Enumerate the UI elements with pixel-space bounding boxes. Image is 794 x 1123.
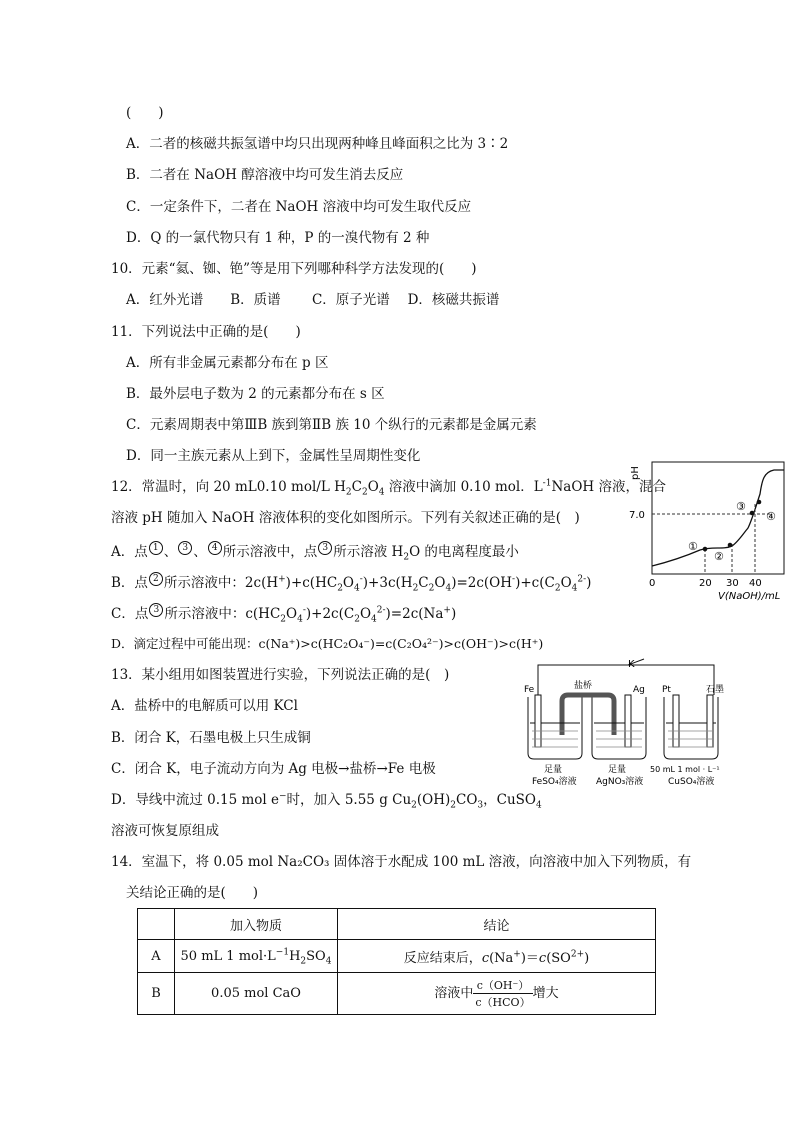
- label-point-3: ③: [736, 500, 746, 513]
- q10-options: A．红外光谱 B．质谱 C．原子光谱 D．核磁共振谱: [126, 292, 500, 308]
- label-b2-amount: 足量: [608, 765, 627, 775]
- q13-option-d: D．导线中流过 0.15 mol e−时，加入 5.55 g $Cu_2(OH)_2CO_3$，CuSO$_4$: [111, 791, 542, 811]
- x-tick-0: 0: [649, 578, 656, 589]
- q9-option-a: A．二者的核磁共振氢谱中均只出现两种峰且峰面积之比为 3∶2: [126, 136, 509, 152]
- x-tick-40: 40: [749, 578, 762, 589]
- q13-option-b: B．闭合 K，石墨电极上只生成铜: [111, 730, 311, 746]
- q13-option-a: A．盐桥中的电解质可以用 KCl: [111, 698, 298, 714]
- label-b1-amount: 足量: [544, 765, 563, 775]
- circuit-wire: [538, 665, 714, 695]
- y-tick-7: 7.0: [629, 510, 645, 521]
- x-tick-20: 20: [699, 578, 712, 589]
- row-b-fraction: [473, 977, 532, 1010]
- q13-option-c: C．闭合 K，电子流动方向为 Ag 电极→盐桥→Fe 电极: [111, 761, 436, 777]
- row-a-label: A: [138, 940, 175, 973]
- point-3: [750, 511, 755, 516]
- q11-option-b: B．最外层电子数为 2 的元素都分布在 s 区: [126, 386, 385, 402]
- beaker-2: [592, 697, 646, 759]
- label-b3-amount: 50 mL 1 mol · L⁻¹: [650, 765, 720, 774]
- x-tick-30: 30: [726, 578, 739, 589]
- q14-table: [137, 908, 656, 1015]
- q12-option-c: C．点 3 所示溶液中：$c(HC_2O_4^-)+2c(C_2O_4^{2-})=2c(Na^+)$: [111, 605, 457, 625]
- label-fe: Fe: [524, 685, 535, 695]
- electrochemistry-apparatus: [518, 655, 743, 795]
- label-b2-solution: AgNO₃溶液: [596, 777, 644, 787]
- label-ag: Ag: [633, 685, 645, 695]
- row-b-numerator: c（OH⁻）: [473, 977, 532, 994]
- table-row-a: [138, 940, 656, 973]
- label-salt-bridge: 盐桥: [574, 681, 593, 691]
- q9-option-d: D．Q 的一氯代物只有 1 种，P 的一溴代物有 2 种: [126, 230, 430, 246]
- q12-option-b: B．点 2 所示溶液中：$2c(H^+)+c(HC_2O_4^-)+3c(H_2C_2O_4)=2c(OH^-)+c(C_2O_4^{2-})$: [111, 574, 592, 594]
- q12-option-a: A．点 1 、 3 、 4 所示溶液中，点 3 所示溶液 $H_2O$ 的电离程度最小: [111, 543, 519, 563]
- q11-stem: 11．下列说法中正确的是( ): [111, 324, 301, 340]
- label-b1-solution: FeSO₄溶液: [532, 777, 577, 787]
- liquid-hatching: [532, 731, 714, 747]
- q11-option-c: C．元素周期表中第ⅢB 族到第ⅡB 族 10 个纵行的元素都是金属元素: [126, 417, 537, 433]
- row-b-suffix: 增大: [532, 986, 559, 1001]
- row-b-prefix: 溶液中: [434, 986, 474, 1001]
- table-row-b: [138, 973, 656, 1015]
- q14-stem-line1: 14．室温下，将 0.05 mol Na₂CO₃ 固体溶于水配成 100 mL 溶液，向溶液中加入下列物质，有: [111, 854, 692, 870]
- label-graphite: 石墨: [706, 685, 725, 695]
- label-point-2: ②: [714, 550, 724, 563]
- point-2: [728, 543, 733, 548]
- label-point-1: ①: [688, 540, 698, 553]
- table-header-row: [138, 909, 656, 940]
- q12-stem-line1: 12．常温时，向 20 mL0.10 mol/L $H_2C_2O_4$ 溶液中滴加 0.10 mol．$L^{-1}NaOH$ 溶液，混合: [111, 478, 666, 498]
- row-a-substance: 50 mL 1 $mol\cdot L^{-1}H_2SO_4$: [175, 940, 338, 973]
- row-b-substance: 0.05 mol CaO: [175, 973, 338, 1015]
- q9-option-b: B．二者在 NaOH 醇溶液中均可发生消去反应: [126, 167, 404, 183]
- header-conclusion: 结论: [338, 909, 656, 940]
- label-k: K: [628, 659, 635, 670]
- label-b3-solution: CuSO₄溶液: [668, 777, 715, 787]
- q13-option-d-cont: 溶液可恢复原组成: [111, 823, 219, 839]
- q13-stem: 13．某小组用如图装置进行实验，下列说法正确的是( ): [111, 667, 450, 683]
- q9-option-c: C．一定条件下，二者在 NaOH 溶液中均可发生取代反应: [126, 199, 472, 215]
- q12-option-d: D．滴定过程中可能出现：c(Na⁺)>c(HC₂O₄⁻)=c(C₂O₄²⁻)>c(OH⁻)>c(H⁺): [111, 636, 544, 651]
- ph-titration-chart: [628, 458, 788, 603]
- header-added-substance: 加入物质: [175, 909, 338, 940]
- q12-stem-line2: 溶液 pH 随加入 NaOH 溶液体积的变化如图所示。下列有关叙述正确的是( ): [111, 510, 580, 526]
- q10-stem: 10．元素“氦、铷、铯”等是用下列哪种科学方法发现的( ): [111, 261, 477, 277]
- point-1: [703, 547, 708, 552]
- salt-bridge: [562, 695, 614, 735]
- row-a-conclusion: 反应结束后，$c(Na^+)=c(SO^{2+})$: [338, 940, 656, 973]
- q9-paren: ( ): [126, 105, 164, 121]
- q11-option-d: D．同一主族元素从上到下，金属性呈周期性变化: [126, 448, 421, 464]
- row-b-label: B: [138, 973, 175, 1015]
- q14-stem-line2: 关结论正确的是( ): [126, 885, 259, 901]
- x-axis-label: V(NaOH)/mL: [718, 591, 781, 602]
- label-pt: Pt: [662, 685, 671, 695]
- header-blank: [138, 909, 175, 940]
- point-4: [757, 500, 762, 505]
- row-b-conclusion: [338, 973, 656, 1015]
- y-axis-label: pH: [630, 466, 641, 480]
- row-b-denominator: c（HCO）: [475, 996, 531, 1009]
- label-point-4: ④: [766, 510, 776, 523]
- q11-option-a: A．所有非金属元素都分布在 p 区: [126, 355, 329, 371]
